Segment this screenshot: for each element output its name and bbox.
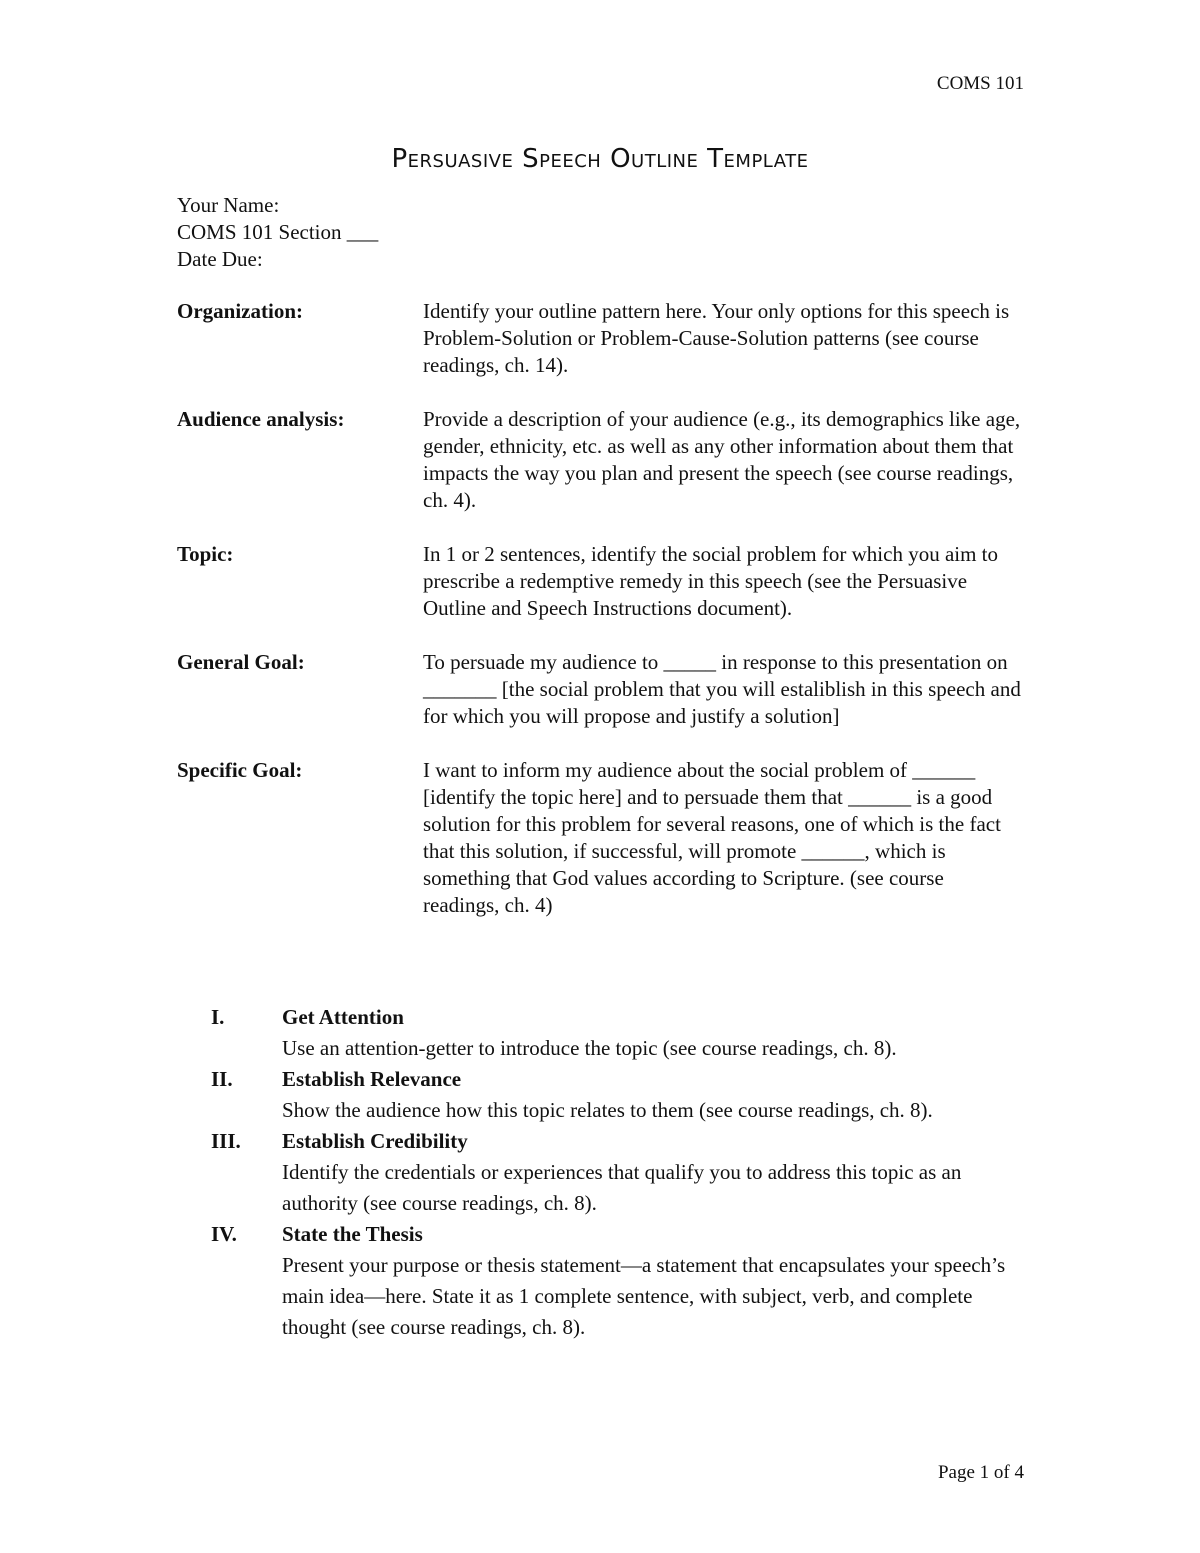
page-number: Page 1 of 4 <box>937 1462 1024 1483</box>
outline-item-get-attention <box>177 1002 1027 1064</box>
outline-text: Use an attention-getter to introduce the topic (see course readings, ch. 8). <box>282 1036 897 1060</box>
row-label: Specific Goal: <box>177 758 303 782</box>
row-label: Audience analysis: <box>177 407 345 431</box>
intro-outline-list <box>177 1002 1027 1343</box>
row-organization <box>177 298 1027 379</box>
outline-info-rows <box>177 298 1027 946</box>
row-specific-goal <box>177 757 1027 919</box>
section-field-label: COMS 101 Section ___ <box>177 220 379 244</box>
row-label: General Goal: <box>177 650 305 674</box>
outline-item-establish-relevance <box>177 1064 1027 1126</box>
outline-text: Show the audience how this topic relates to them (see course readings, ch. 8). <box>282 1098 933 1122</box>
name-field-label: Your Name: <box>177 193 280 217</box>
row-text: In 1 or 2 sentences, identify the social problem for which you aim to prescribe a redemptive remedy in this speech (see the Persuasive Outline and Speech Instructions document). <box>423 542 999 620</box>
outline-body <box>282 1002 1027 1064</box>
outline-heading: Establish Relevance <box>282 1067 462 1091</box>
outline-numeral: III. <box>211 1129 241 1153</box>
document-title: Persuasive Speech Outline Template <box>391 144 809 174</box>
row-label: Topic: <box>177 542 234 566</box>
row-label: Organization: <box>177 299 303 323</box>
outline-item-establish-credibility <box>177 1126 1027 1219</box>
row-text: Provide a description of your audience (e.g., its demographics like age, gender, ethnicity, etc. as well as any other information about them that impacts the way you plan and present the speech (see course readings, ch. 4). <box>423 407 1021 512</box>
date-due-label: Date Due: <box>177 247 263 271</box>
outline-numeral: II. <box>211 1067 233 1091</box>
page-header-course: COMS 101 <box>936 73 1024 94</box>
outline-text: Present your purpose or thesis statement—a statement that encapsulates your speech’s main idea—here. State it as 1 complete sentence, with subject, verb, and complete thought (see course readings, ch. 8). <box>282 1253 1006 1339</box>
outline-heading: Establish Credibility <box>282 1129 468 1153</box>
outline-heading: State the Thesis <box>282 1222 423 1246</box>
outline-numeral: IV. <box>211 1222 237 1246</box>
outline-item-state-thesis <box>177 1219 1027 1343</box>
outline-numeral: I. <box>211 1005 225 1029</box>
outline-body <box>282 1126 1027 1219</box>
outline-body <box>282 1064 1027 1126</box>
row-audience-analysis <box>177 406 1027 514</box>
row-general-goal <box>177 649 1027 730</box>
outline-heading: Get Attention <box>282 1005 404 1029</box>
row-text: Identify your outline pattern here. Your only options for this speech is Problem-Solution or Problem-Cause-Solution patterns (see course readings, ch. 14). <box>423 299 1010 377</box>
outline-body <box>282 1219 1027 1343</box>
student-info-block <box>177 192 378 273</box>
row-topic <box>177 541 1027 622</box>
row-text: To persuade my audience to _____ in response to this presentation on _______ [the social problem that you will estaliblish in this speech and for which you will propose and justify a solution] <box>423 650 1021 728</box>
outline-text: Identify the credentials or experiences that qualify you to address this topic as an authority (see course readings, ch. 8). <box>282 1160 962 1215</box>
row-text: I want to inform my audience about the social problem of ______ [identify the topic here] and to persuade them that ______ is a good solution for this problem for several reasons, one of which is the fact that this solution, if successful, will promote ______, which is something that God values according to Scripture. (see course readings, ch. 4) <box>423 758 1001 917</box>
